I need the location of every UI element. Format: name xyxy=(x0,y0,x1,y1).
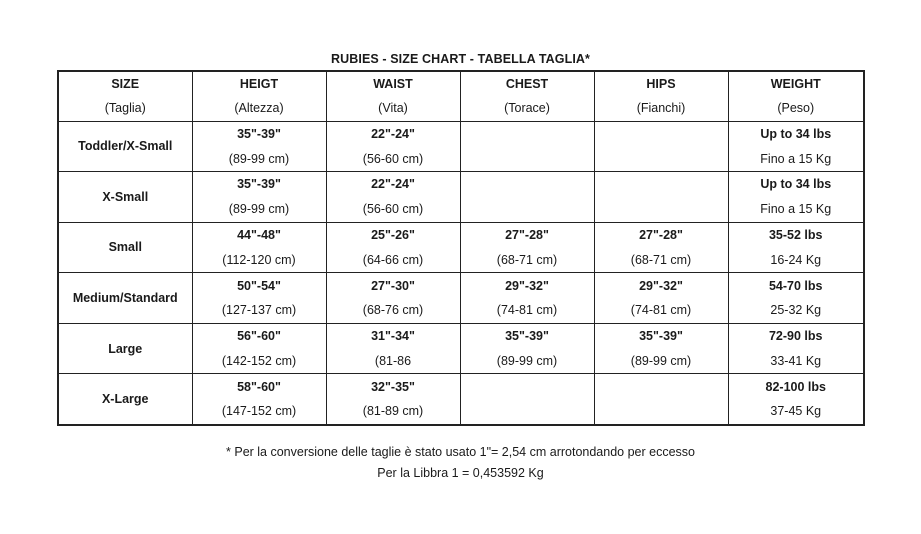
waist-cell xyxy=(326,273,460,324)
size-chart-table xyxy=(57,70,865,426)
chest-cell xyxy=(460,172,594,223)
header-label: HEIGT xyxy=(239,77,279,92)
chest-cell-primary: 35"-39" xyxy=(505,329,549,344)
chest-cell xyxy=(460,323,594,374)
table-row xyxy=(58,222,864,273)
header-label: CHEST xyxy=(505,77,549,92)
table-row xyxy=(58,374,864,425)
chest-cell xyxy=(460,222,594,273)
hips-cell xyxy=(594,172,728,223)
waist-cell-primary: 22"-24" xyxy=(371,177,415,192)
size-cell: Large xyxy=(58,323,192,374)
waist-cell-primary: 25"-26" xyxy=(371,228,415,243)
weight-cell-primary: 54-70 lbs xyxy=(768,278,823,293)
header-label: WAIST xyxy=(373,77,413,92)
waist-cell-primary: 22"-24" xyxy=(371,126,415,141)
waist-cell-secondary: (56-60 cm) xyxy=(362,202,424,217)
waist-cell xyxy=(326,323,460,374)
weight-cell xyxy=(728,121,864,172)
chest-cell-primary: 29"-32" xyxy=(505,278,549,293)
chest-cell-secondary: (74-81 cm) xyxy=(496,303,558,318)
table-row xyxy=(58,273,864,324)
height-cell-secondary: (147-152 cm) xyxy=(221,404,297,419)
waist-cell-secondary: (81-89 cm) xyxy=(362,404,424,419)
weight-cell-secondary: 16-24 Kg xyxy=(770,252,822,267)
header-sublabel: (Peso) xyxy=(777,101,815,116)
weight-cell-secondary: 37-45 Kg xyxy=(770,404,822,419)
size-cell: X-Small xyxy=(58,172,192,223)
header-label: HIPS xyxy=(646,77,676,92)
footnote-conversion: * Per la conversione delle taglie è stato usato 1"= 2,54 cm arrotondando per eccesso xyxy=(226,445,695,459)
chest-cell xyxy=(460,121,594,172)
weight-cell xyxy=(728,374,864,425)
height-cell-primary: 35"-39" xyxy=(237,177,281,192)
waist-cell xyxy=(326,222,460,273)
chest-cell xyxy=(460,273,594,324)
waist-cell-secondary: (64-66 cm) xyxy=(362,252,424,267)
size-cell: Medium/Standard xyxy=(58,273,192,324)
hips-cell-secondary: (74-81 cm) xyxy=(630,303,692,318)
hips-cell xyxy=(594,273,728,324)
weight-cell-primary: Up to 34 lbs xyxy=(760,177,832,192)
weight-cell-secondary: Fino a 15 Kg xyxy=(760,151,832,166)
hips-cell-primary: 29"-32" xyxy=(639,278,683,293)
chart-title: RUBIES - SIZE CHART - TABELLA TAGLIA* xyxy=(330,52,590,66)
chest-cell-primary: 27"-28" xyxy=(505,228,549,243)
waist-cell-secondary: (56-60 cm) xyxy=(362,151,424,166)
height-cell xyxy=(192,121,326,172)
table-row xyxy=(58,323,864,374)
header-weight xyxy=(728,71,864,121)
footnote-pound: Per la Libbra 1 = 0,453592 Kg xyxy=(377,466,544,480)
header-label: WEIGHT xyxy=(770,77,821,92)
size-cell: Toddler/X-Small xyxy=(58,121,192,172)
height-cell-secondary: (127-137 cm) xyxy=(221,303,297,318)
header-sublabel: (Torace) xyxy=(504,101,550,116)
hips-cell xyxy=(594,323,728,374)
header-waist xyxy=(326,71,460,121)
waist-cell-primary: 32"-35" xyxy=(371,379,415,394)
hips-cell xyxy=(594,121,728,172)
weight-cell xyxy=(728,172,864,223)
hips-cell-secondary: (89-99 cm) xyxy=(630,354,692,369)
hips-cell xyxy=(594,374,728,425)
weight-cell-secondary: Fino a 15 Kg xyxy=(760,202,832,217)
weight-cell-primary: 35-52 lbs xyxy=(768,228,823,243)
waist-cell xyxy=(326,121,460,172)
waist-cell-secondary: (68-76 cm) xyxy=(362,303,424,318)
waist-cell xyxy=(326,172,460,223)
height-cell-primary: 35"-39" xyxy=(237,126,281,141)
hips-cell-secondary: (68-71 cm) xyxy=(630,252,692,267)
height-cell-secondary: (89-99 cm) xyxy=(228,151,290,166)
height-cell-primary: 58"-60" xyxy=(237,379,281,394)
table-row xyxy=(58,172,864,223)
header-label: SIZE xyxy=(111,77,140,92)
header-size xyxy=(58,71,192,121)
weight-cell-primary: Up to 34 lbs xyxy=(760,126,832,141)
waist-cell-secondary: (81-86 xyxy=(374,354,412,369)
waist-cell-primary: 31"-34" xyxy=(371,329,415,344)
size-cell: Small xyxy=(58,222,192,273)
chest-cell xyxy=(460,374,594,425)
header-height xyxy=(192,71,326,121)
height-cell xyxy=(192,374,326,425)
waist-cell-primary: 27"-30" xyxy=(371,278,415,293)
weight-cell-primary: 82-100 lbs xyxy=(765,379,826,394)
height-cell-primary: 56"-60" xyxy=(237,329,281,344)
height-cell xyxy=(192,172,326,223)
height-cell-secondary: (89-99 cm) xyxy=(228,202,290,217)
waist-cell xyxy=(326,374,460,425)
height-cell-secondary: (142-152 cm) xyxy=(221,354,297,369)
header-sublabel: (Altezza) xyxy=(234,101,284,116)
height-cell xyxy=(192,323,326,374)
table-row xyxy=(58,121,864,172)
hips-cell-primary: 35"-39" xyxy=(639,329,683,344)
weight-cell xyxy=(728,222,864,273)
weight-cell xyxy=(728,323,864,374)
height-cell-primary: 50"-54" xyxy=(237,278,281,293)
header-chest xyxy=(460,71,594,121)
header-hips xyxy=(594,71,728,121)
hips-cell xyxy=(594,222,728,273)
height-cell-primary: 44"-48" xyxy=(237,228,281,243)
hips-cell-primary: 27"-28" xyxy=(639,228,683,243)
header-sublabel: (Vita) xyxy=(378,101,408,116)
height-cell xyxy=(192,222,326,273)
header-row xyxy=(58,71,864,121)
size-cell: X-Large xyxy=(58,374,192,425)
height-cell-secondary: (112-120 cm) xyxy=(222,252,296,267)
header-sublabel: (Taglia) xyxy=(104,101,146,116)
height-cell xyxy=(192,273,326,324)
weight-cell xyxy=(728,273,864,324)
header-sublabel: (Fianchi) xyxy=(636,101,686,116)
weight-cell-secondary: 33-41 Kg xyxy=(770,354,822,369)
weight-cell-secondary: 25-32 Kg xyxy=(770,303,822,318)
weight-cell-primary: 72-90 lbs xyxy=(768,329,823,344)
chest-cell-secondary: (68-71 cm) xyxy=(496,252,558,267)
chest-cell-secondary: (89-99 cm) xyxy=(496,354,558,369)
